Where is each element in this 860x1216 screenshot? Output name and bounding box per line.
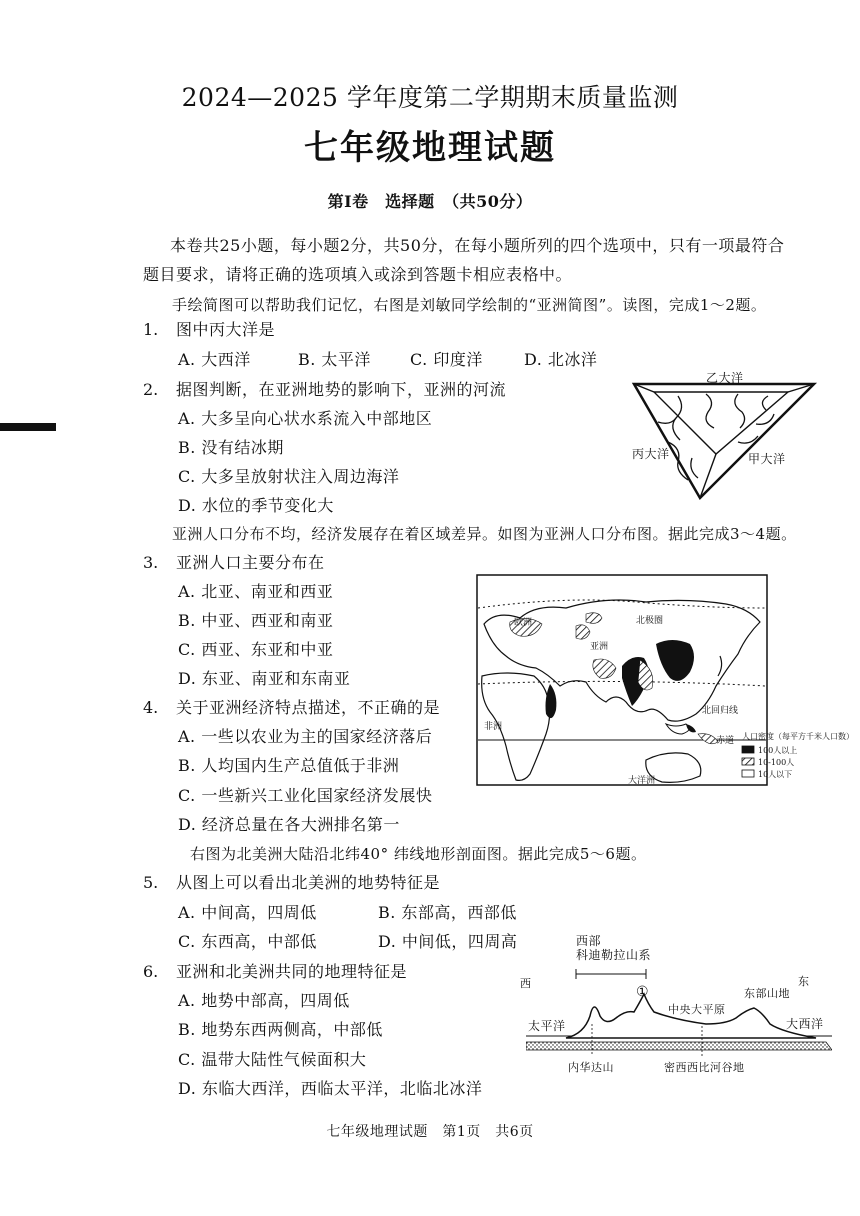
- legend-title: 人口密度（每平方千米人口数）: [742, 732, 854, 741]
- question-stem: 亚洲人口主要分布在: [176, 553, 325, 572]
- intro-questions-3-4: 亚洲人口分布不均，经济发展存在着区域差异。如图为亚洲人口分布图。据此完成3～4题。: [172, 525, 797, 543]
- option-a: A. 北亚、南亚和西亚: [178, 582, 334, 601]
- legend-high: 100人以上: [758, 746, 798, 755]
- profile-label-east: 东: [798, 975, 810, 988]
- option-d: D. 水位的季节变化大: [178, 496, 334, 515]
- option-d: D. 东亚、南亚和东南亚: [178, 669, 351, 688]
- profile-label-east-mountains: 东部山地: [744, 987, 790, 1000]
- option-a: A. 大多呈向心状水系流入中部地区: [178, 409, 433, 428]
- option-c: C. 一些新兴工业化国家经济发展快: [178, 786, 433, 805]
- option-d: D. 东临大西洋，西临太平洋，北临北冰洋: [178, 1079, 483, 1098]
- option-d: D. 经济总量在各大洲排名第一: [178, 815, 400, 834]
- question-stem: 亚洲和北美洲共同的地理特征是: [176, 962, 408, 981]
- option-a: A. 地势中部高，四周低: [178, 991, 350, 1010]
- option-b: B. 东部高，西部低: [378, 903, 517, 922]
- option-c: C. 温带大陆性气候面积大: [178, 1050, 367, 1069]
- page-footer: 七年级地理试题 第1页 共6页: [326, 1124, 534, 1140]
- question-stem: 据图判断，在亚洲地势的影响下，亚洲的河流: [176, 380, 507, 399]
- profile-label-west-range-2: 科迪勒拉山系: [576, 948, 652, 962]
- question-stem: 关于亚洲经济特点描述，不正确的是: [176, 698, 441, 717]
- option-c: C. 东西高，中部低: [178, 932, 317, 951]
- option-a: A. 中间高，四周低: [178, 903, 317, 922]
- option-b: B. 地势东西两侧高，中部低: [178, 1020, 383, 1039]
- subject-title: 七年级地理试题: [304, 128, 556, 168]
- profile-label-pacific: 太平洋: [528, 1019, 566, 1033]
- intro-questions-1-2: 手绘简图可以帮助我们记忆，右图是刘敏同学绘制的“亚洲简图”。读图，完成1～2题。: [172, 296, 767, 314]
- ocean-label-yi: 乙大洋: [706, 371, 744, 385]
- profile-label-plains: 中央大平原: [668, 1003, 726, 1016]
- question-number: 5.: [143, 873, 159, 892]
- option-b: B. 人均国内生产总值低于非洲: [178, 756, 400, 775]
- legend-mid: 10-100人: [758, 758, 795, 767]
- map-label-equator: 赤道: [716, 736, 735, 746]
- profile-label-west-range-1: 西部: [576, 934, 602, 948]
- intro-questions-5-6: 右图为北美洲大陆沿北纬40° 纬线地形剖面图。据此完成5～6题。: [190, 845, 647, 863]
- option-b: B. 太平洋: [298, 350, 371, 369]
- ocean-label-jia: 甲大洋: [748, 452, 786, 466]
- option-d: D. 中间低，四周高: [378, 932, 518, 951]
- option-c: C. 印度洋: [410, 350, 483, 369]
- instructions-line-2: 题目要求，请将正确的选项填入或涂到答题卡相应表格中。: [143, 265, 573, 284]
- option-b: B. 没有结冰期: [178, 438, 284, 457]
- legend-low: 10人以下: [758, 770, 793, 779]
- section-heading: 第Ⅰ卷 选择题 （共50分）: [327, 192, 533, 211]
- option-c: C. 西亚、东亚和中亚: [178, 640, 334, 659]
- profile-label-atlantic: 大西洋: [786, 1017, 824, 1031]
- asia-population-map: [476, 574, 768, 786]
- instructions-line-1: 本卷共25小题，每小题2分，共50分，在每小题所列的四个选项中，只有一项最符合: [170, 236, 785, 255]
- question-stem: 从图上可以看出北美洲的地势特征是: [176, 873, 441, 892]
- profile-label-west: 西: [520, 977, 532, 990]
- option-a: A. 一些以农业为主的国家经济落后: [178, 727, 433, 746]
- map-label-africa: 非洲: [484, 722, 503, 732]
- option-b: B. 中亚、西亚和南亚: [178, 611, 334, 630]
- map-label-tropic: 北回归线: [702, 706, 739, 716]
- question-number: 1.: [143, 320, 159, 339]
- question-number: 3.: [143, 553, 159, 572]
- question-number: 6.: [143, 962, 159, 981]
- question-stem: 图中丙大洋是: [176, 320, 276, 339]
- map-label-oceania: 大洋洲: [628, 776, 656, 786]
- question-number: 2.: [143, 380, 159, 399]
- option-c: C. 大多呈放射状注入周边海洋: [178, 467, 400, 486]
- map-label-arctic-circle: 北极圈: [636, 616, 664, 626]
- margin-binding-mark: [0, 423, 56, 431]
- option-a: A. 大西洋: [178, 350, 251, 369]
- profile-label-mississippi: 密西西比河谷地: [664, 1061, 745, 1074]
- option-d: D. 北冰洋: [524, 350, 598, 369]
- exam-title: 2024—2025 学年度第二学期期末质量监测: [181, 83, 679, 112]
- ocean-label-bing: 丙大洋: [632, 447, 670, 461]
- question-number: 4.: [143, 698, 159, 717]
- profile-label-nevada: 内华达山: [568, 1061, 614, 1074]
- map-label-europe: 欧洲: [514, 618, 533, 628]
- profile-marker-1: ①: [636, 984, 650, 1000]
- map-label-asia: 亚洲: [590, 642, 609, 652]
